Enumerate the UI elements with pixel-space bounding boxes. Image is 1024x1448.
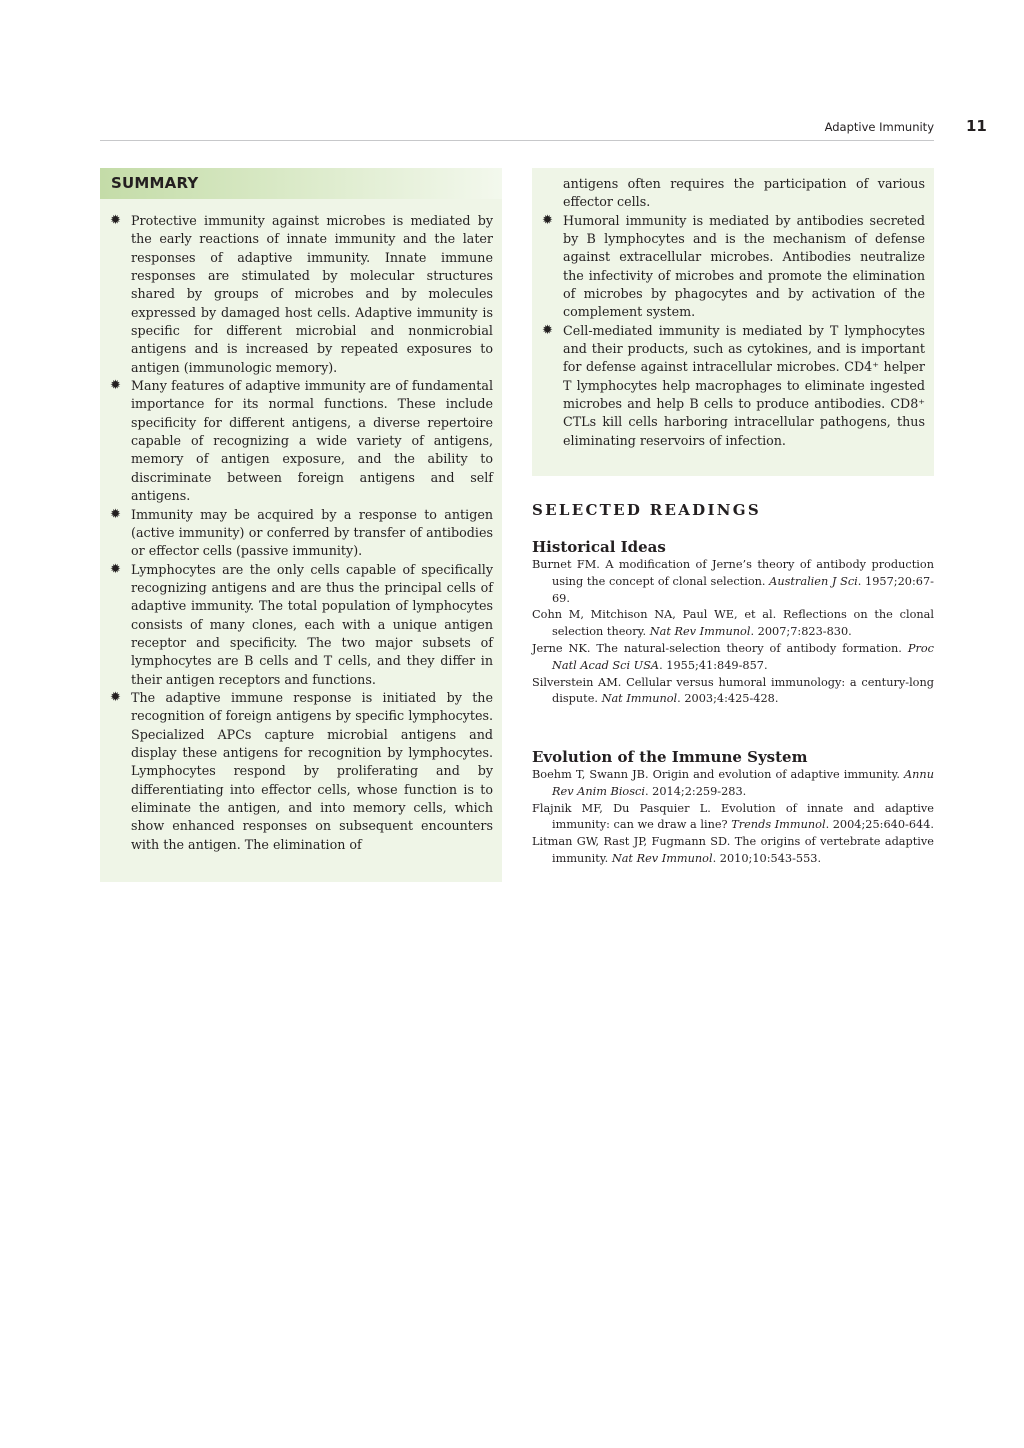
summary-box-continued — [532, 168, 934, 476]
asterisk-bullet-icon: ✹ — [110, 561, 121, 577]
reference-item — [532, 675, 934, 709]
summary-item — [540, 322, 925, 450]
reference-citation: . 2014;2:259-283. — [644, 784, 747, 798]
summary-title: SUMMARY — [111, 174, 199, 192]
reference-item — [532, 801, 934, 835]
summary-item-continuation — [540, 175, 925, 212]
reference-text: Burnet FM. A modification of Jerne’s theory of antibody production using the concept of clonal selection. — [532, 558, 934, 588]
reference-journal: Australien J Sci — [769, 574, 858, 588]
summary-item-text: Immunity may be acquired by a response to antigen (active immunity) or conferred by transfer of antibodies or effector cells (passive immunity). — [131, 506, 493, 559]
asterisk-bullet-icon: ✹ — [110, 378, 121, 394]
summary-item — [108, 689, 493, 854]
reference-journal: Proc Natl Acad Sci USA — [552, 641, 934, 672]
summary-header-bar — [100, 168, 502, 199]
reference-citation: . 2010;10:543-553. — [712, 851, 822, 865]
reference-text: Boehm T, Swann JB. Origin and evolution of adaptive immunity. — [532, 768, 904, 781]
reference-journal: Nat Rev Immunol — [649, 625, 751, 639]
reference-list — [532, 767, 934, 868]
reference-citation: . 1955;41:849-857. — [659, 658, 768, 672]
summary-item — [108, 506, 493, 561]
summary-item-text: antigens often requires the participation of various effector cells. — [563, 176, 925, 210]
asterisk-bullet-icon: ✹ — [110, 213, 121, 228]
reference-citation: . 1957;20:67-69. — [552, 574, 934, 605]
reference-item — [532, 641, 934, 675]
reference-journal: Annu Rev Anim Biosci — [552, 768, 934, 798]
asterisk-bullet-icon: ✹ — [542, 212, 553, 228]
reference-item — [532, 607, 934, 641]
running-head — [100, 112, 934, 141]
summary-item-text: Protective immunity against microbes is mediated by the early reactions of innate immunity and the later responses of adaptive immunity. Innate immune responses are stimulated by molecular structures shared by groups of microbes and by molecules expressed by damaged host cells. Adaptive immunity is specific for different microbial and nonmicrobial antigens and is increased by repeated exposures to antigen (immunologic memory). — [131, 213, 493, 375]
summary-item — [108, 377, 493, 505]
reference-text: Silverstein AM. Cellular versus humoral immunology: a century-long dispute. — [532, 675, 934, 706]
summary-list-continued — [540, 175, 925, 450]
reference-text: Cohn M, Mitchison NA, Paul WE, et al. Reflections on the clonal selection theory. — [532, 608, 934, 639]
summary-item-text: Cell-mediated immunity is mediated by T lymphocytes and their products, such as cytokines, and is important for defense against intracellular microbes. CD4⁺ helper T lymphocytes help macrophages to eliminate ingested microbes and help B cells to produce antibodies. CD8⁺ CTLs kill cells harboring intracellular pathogens, thus eliminating reservoirs of infection. — [563, 322, 925, 448]
reference-citation: . 2007;7:823-830. — [750, 625, 852, 639]
reference-citation: . 2003;4:425-428. — [677, 692, 779, 706]
running-head-title: Adaptive Immunity — [824, 120, 934, 134]
reference-item — [532, 834, 934, 868]
asterisk-bullet-icon: ✹ — [110, 689, 121, 705]
reference-item — [532, 767, 934, 801]
asterisk-bullet-icon: ✹ — [110, 506, 121, 522]
summary-item-text: Many features of adaptive immunity are of fundamental importance for its normal functions. These include specificity for different antigens, a diverse repertoire capable of recognizing a wide variety of antigens, memory of antigen exposure, and the ability to discriminate between foreign antigens and self antigens. — [131, 378, 493, 504]
summary-item — [108, 561, 493, 689]
summary-list — [108, 212, 493, 854]
summary-item — [540, 212, 925, 322]
readings-section-heading: Historical Ideas — [532, 538, 666, 556]
reference-text: Jerne NK. The natural-selection theory of antibody formation. — [532, 641, 908, 655]
summary-item — [108, 212, 493, 377]
reference-citation: . 2004;25:640-644. — [825, 818, 935, 832]
summary-box — [100, 168, 502, 882]
readings-section-heading: Evolution of the Immune System — [532, 748, 808, 766]
reference-journal: Nat Rev Immunol — [611, 851, 713, 865]
summary-item-text: Lymphocytes are the only cells capable of specifically recognizing antigens and are thus the principal cells of adaptive immunity. The total population of lymphocytes consists of many clones, each with a unique antigen receptor and specificity. The two major subsets of lymphocytes are B cells and T cells, and they differ in their antigen receptors and functions. — [131, 561, 493, 687]
reference-text: Flajnik MF, Du Pasquier L. Evolution of innate and adaptive immunity: can we draw a line? — [532, 801, 934, 832]
summary-item-text: Humoral immunity is mediated by antibodies secreted by B lymphocytes and is the mechanism of defense against extracellular microbes. Antibodies neutralize the infectivity of microbes and promote the elimination of microbes by phagocytes and by activation of the complement system. — [563, 212, 925, 320]
reference-journal: Trends Immunol — [731, 818, 826, 832]
page-number: 11 — [966, 117, 987, 135]
reference-item — [532, 557, 934, 607]
summary-item-text: The adaptive immune response is initiated by the recognition of foreign antigens by specific lymphocytes. Specialized APCs capture microbial antigens and display these antigens for recognition by lymphocytes. Lymphocytes respond by proliferating and by differentiating into effector cells, whose function is to eliminate the antigen, and into memory cells, which show enhanced responses on subsequent encounters with the antigen. The elimination of — [131, 689, 493, 852]
reference-text: Litman GW, Rast JP, Fugmann SD. The origins of vertebrate adaptive immunity. — [532, 835, 934, 865]
selected-readings-title: SELECTED READINGS — [532, 501, 762, 519]
reference-journal: Nat Immunol — [601, 692, 678, 706]
reference-list — [532, 557, 934, 708]
asterisk-bullet-icon: ✹ — [542, 322, 553, 338]
